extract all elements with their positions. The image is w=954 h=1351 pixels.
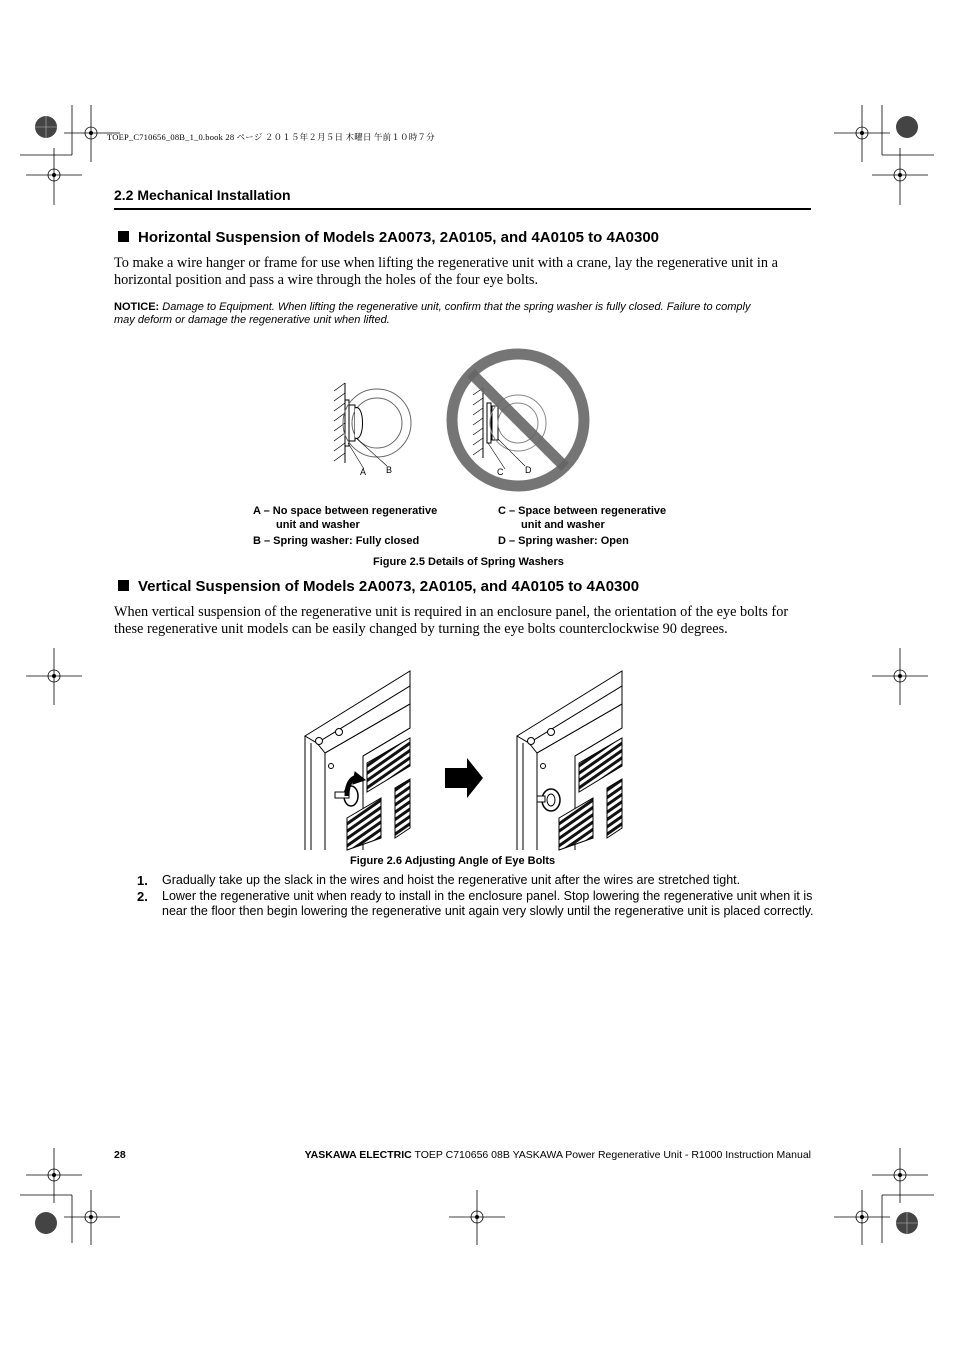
arrow-right-icon [445,758,483,798]
notice [114,301,814,326]
legend-a-cont: unit and washer [276,519,360,531]
section-rule [114,208,811,210]
horizontal-body-line-1: To make a wire hanger or frame for use when lifting the regenerative unit with a crane, lay the regenerative unit in a [114,255,778,271]
washer-closed-illustration [334,383,411,469]
footer-manual [305,1149,811,1161]
heading-vertical-text: Vertical Suspension of Models 2A0073, 2A0105, and 4A0105 to 4A0300 [138,578,640,595]
figure-2-6-caption: Figure 2.6 Adjusting Angle of Eye Bolts [350,855,556,867]
notice-line-2: may deform or damage the regenerative unit when lifted. [114,313,390,326]
footer-manual-title: TOEP C710656 08B YASKAWA Power Regenerative Unit - R1000 Instruction Manual [414,1149,811,1161]
label-d: D [525,465,532,475]
heading-horizontal [118,229,659,246]
notice-label: NOTICE: [114,301,160,313]
vertical-body [114,604,814,638]
label-a: A [360,467,367,477]
section-title: 2.2 Mechanical Installation [114,187,291,203]
horizontal-body [114,255,814,289]
vertical-body-line-2: these regenerative unit models can be easily changed by turning the eye bolts counterclockwise 90 degrees. [114,621,728,637]
eye-bolt-angle-figure [295,668,635,853]
legend-left [253,504,437,548]
page-number: 28 [114,1149,126,1161]
legend-c-cont: unit and washer [521,519,605,531]
legend-d: D – Spring washer: Open [498,535,629,547]
vertical-body-line-1: When vertical suspension of the regenerative unit is required in an enclosure panel, the orientation of the eye bolts for [114,604,789,620]
step-number: 1. [137,873,148,888]
label-c: C [497,467,504,477]
label-b: B [386,465,393,475]
step-text: Lower the regenerative unit when ready to install in the enclosure panel. Stop lowering the regenerative unit when it is near the floor then begin lowering the regenerative unit again very slowly until the regenerative unit is placed correctly. [162,888,814,918]
heading-horizontal-text: Horizontal Suspension of Models 2A0073, 2A0105, and 4A0105 to 4A0300 [138,229,660,246]
heading-vertical [118,578,639,595]
washer-open-illustration [473,388,546,469]
step-number: 2. [137,888,148,904]
figure-2-5-caption: Figure 2.5 Details of Spring Washers [373,556,564,568]
unit-before-illustration [305,671,410,850]
horizontal-body-line-2: horizontal position and pass a wire through the holes of the four eye bolts. [114,272,539,288]
list-item [114,873,814,889]
footer-brand: YASKAWA ELECTRIC [304,1149,412,1161]
procedure-steps [114,873,814,920]
list-item [114,889,814,920]
step-text: Gradually take up the slack in the wires and hoist the regenerative unit after the wires are stretched tight. [162,873,741,887]
print-crop-header: TOEP_C710656_08B_1_0.book 28 ページ ２０１５年２月５日 木曜日 午前１０時７分 [107,132,435,142]
legend-b: B – Spring washer: Fully closed [253,535,420,547]
legend-c: C – Space between regenerative [498,505,667,517]
legend-a: A – No space between regenerative [253,505,438,517]
unit-after-illustration [517,671,622,850]
notice-line-1: Damage to Equipment. When lifting the regenerative unit, confirm that the spring washer is fully closed. Failure to comply [162,301,751,313]
bullet-square-icon [118,580,129,591]
legend-right [498,504,666,548]
prohibited-icon [452,354,584,486]
bullet-square-icon [118,231,129,242]
